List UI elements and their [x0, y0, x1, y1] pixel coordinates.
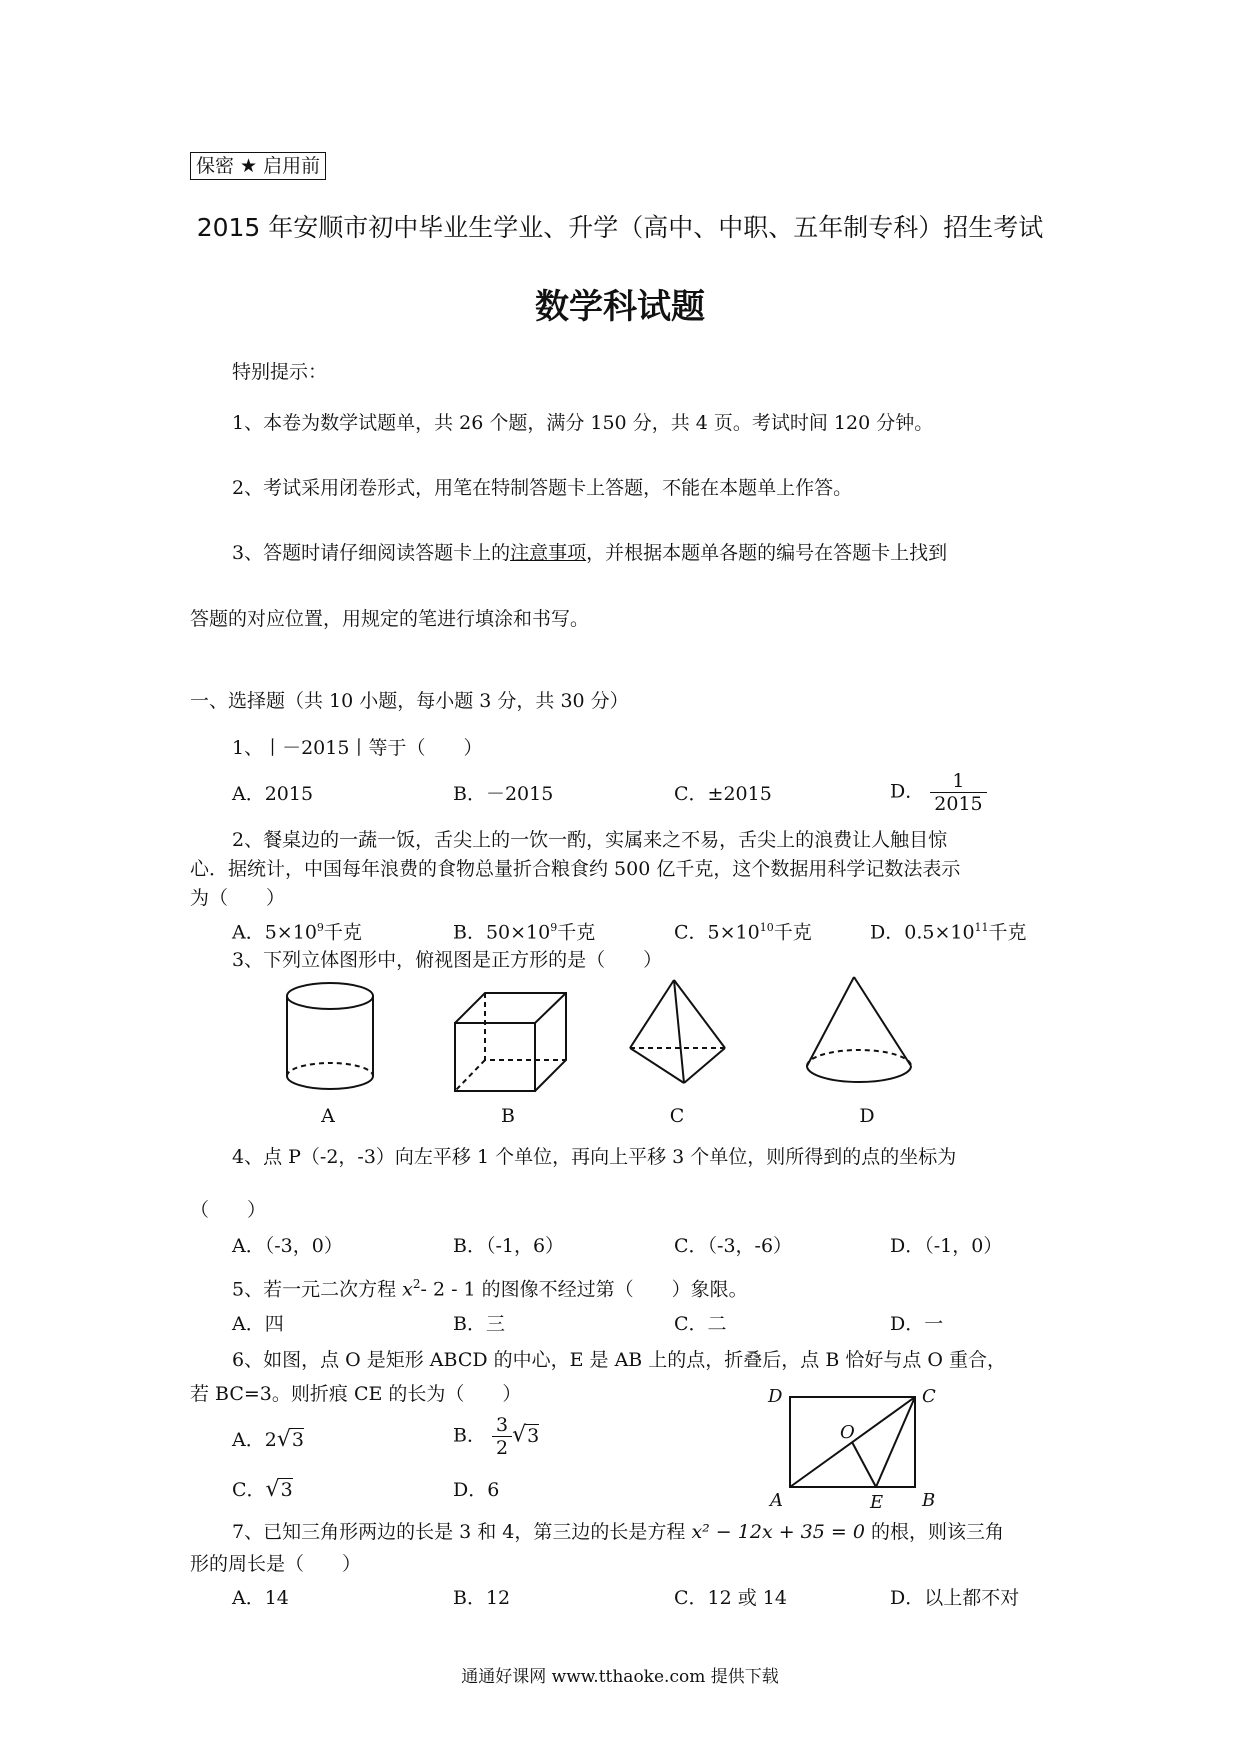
q7-equation: x² − 12x + 35 = 0 [691, 1521, 865, 1543]
q7-line-2: 形的周长是（ ） [190, 1553, 362, 1575]
q6-a-coef: A．2 [232, 1429, 277, 1451]
q6-label-d: D [768, 1386, 783, 1407]
q3-label-d: D [859, 1105, 875, 1127]
q1-fraction-den: 2015 [934, 793, 983, 815]
q3-solids-figure [270, 975, 950, 1135]
q5-var-x: x [402, 1278, 413, 1301]
notice-item-3-underlined: 注意事项 [510, 542, 587, 564]
q7-line-1 [232, 1520, 1004, 1544]
q2-c-exp: 10 [759, 921, 774, 934]
q1-fraction-num: 1 [930, 770, 986, 793]
cylinder-shape [287, 983, 373, 1089]
q1-option-a: A．2015 [232, 783, 314, 805]
q6-b-den: 2 [496, 1437, 509, 1459]
q6-c-radicand: 3 [280, 1479, 293, 1501]
q7-option-d: D．以上都不对 [890, 1587, 1020, 1609]
q2-b-unit: 千克 [557, 921, 596, 944]
notice-item-1: 1、本卷为数学试题单，共 26 个题，满分 150 分，共 4 页。考试时间 120 分钟。 [232, 412, 934, 434]
notice-item-3-text-b: ，并根据本题单各题的编号在答题卡上找到 [586, 542, 948, 564]
q1-fraction [930, 770, 986, 815]
q7-option-a: A．14 [232, 1587, 289, 1609]
download-footer: 通通好课网 www.tthaoke.com 提供下载 [461, 1667, 779, 1687]
q2-c-base: C．5×10 [674, 921, 760, 944]
q2-a-unit: 千克 [323, 921, 362, 944]
q5-exp: 2 [412, 1277, 421, 1291]
q6-label-c: C [922, 1386, 936, 1407]
q7-line-1-pre: 7、已知三角形两边的长是 3 和 4，第三边的长是方程 [232, 1521, 692, 1543]
q4-option-c: C．（-3，-6） [674, 1235, 793, 1257]
q1-option-d-prefix: D． [890, 780, 925, 803]
subject-title: 数学科试题 [535, 287, 705, 327]
notice-item-3 [232, 541, 947, 565]
q5-option-b: B．三 [453, 1313, 505, 1335]
q3-label-a: A [321, 1105, 335, 1127]
q5-option-a: A．四 [232, 1313, 284, 1335]
q2-d-base: D．0.5×10 [870, 921, 975, 944]
q6-rectangle-figure [760, 1378, 970, 1510]
q2-d-unit: 千克 [988, 921, 1027, 944]
q1-option-c: C．±2015 [674, 783, 772, 805]
q6-option-a: A．2√3 [232, 1427, 304, 1452]
cube-shape [455, 993, 566, 1091]
q6-option-d: D．6 [453, 1479, 500, 1501]
q6-option-b: B． $\frac{3}{2}$ √3 [453, 1414, 540, 1459]
notice-item-3-text-a: 3、答题时请仔细阅读答题卡上的 [232, 542, 511, 564]
q7-option-c: C．12 或 14 [674, 1587, 787, 1609]
exam-title: 2015 年安顺市初中毕业生学业、升学（高中、中职、五年制专科）招生考试 [196, 213, 1044, 242]
q4-line-2: （ ） [190, 1199, 267, 1221]
pyramid-shape [630, 980, 725, 1083]
q6-label-e: E [870, 1492, 884, 1510]
q7-option-b: B．12 [453, 1587, 511, 1609]
q6-option-c: C．√3 [232, 1477, 293, 1502]
q5-stem [232, 1272, 748, 1301]
confidential-stamp: 保密 ★ 启用前 [190, 152, 326, 180]
q3-label-b: B [501, 1105, 515, 1127]
q1-stem: 1、丨－2015丨等于（ ） [232, 737, 483, 759]
q7-line-1-post: 的根，则该三角 [864, 1521, 1004, 1543]
q2-option-a [232, 916, 362, 944]
q4-option-b: B．（-1，6） [453, 1235, 565, 1257]
q2-option-d [870, 916, 1027, 944]
q2-option-c [674, 916, 812, 944]
q4-line-1: 4、点 P（-2，-3）向左平移 1 个单位，再向上平移 3 个单位，则所得到的点的坐标为 [232, 1146, 957, 1168]
q2-b-base: B．50×10 [453, 921, 551, 944]
q6-b-fraction [492, 1414, 512, 1459]
q2-b-exp: 9 [550, 921, 558, 934]
q1-option-b: B．－2015 [453, 783, 554, 805]
q5-stem-post: - 2 - 1 的图像不经过第（ ）象限。 [420, 1278, 748, 1301]
q5-stem-pre: 5、若一元二次方程 [232, 1278, 403, 1301]
notice-item-2: 2、考试采用闭卷形式，用笔在特制答题卡上答题，不能在本题单上作答。 [232, 477, 853, 499]
q1-option-d [890, 770, 987, 815]
q2-a-base: A．5×10 [232, 921, 317, 944]
q6-label-o: O [840, 1422, 855, 1443]
q2-line-2: 心．据统计，中国每年浪费的食物总量折合粮食约 500 亿千克，这个数据用科学记数法表示 [190, 858, 961, 880]
q6-b-num: 3 [492, 1414, 512, 1437]
q3-stem: 3、下列立体图形中，俯视图是正方形的是（ ） [232, 949, 663, 971]
q6-b-prefix: B． [453, 1424, 486, 1447]
q6-label-b: B [922, 1490, 936, 1510]
q5-option-d: D．一 [890, 1313, 944, 1335]
q2-line-1: 2、餐桌边的一蔬一饭，舌尖上的一饮一酌，实属来之不易，舌尖上的浪费让人触目惊 [232, 829, 948, 851]
q6-b-radicand: 3 [527, 1424, 540, 1447]
q4-option-a: A．（-3，0） [232, 1235, 343, 1257]
q6-label-a: A [770, 1490, 783, 1510]
section-heading: 一、选择题（共 10 小题，每小题 3 分，共 30 分） [190, 690, 629, 712]
notice-heading: 特别提示： [232, 361, 328, 383]
q6-a-radicand: 3 [291, 1429, 304, 1451]
cone-shape [807, 977, 911, 1082]
q6-c-prefix: C． [232, 1479, 266, 1501]
q2-d-exp: 11 [974, 921, 989, 934]
q2-option-b [453, 916, 595, 944]
q3-label-c: C [669, 1105, 685, 1127]
q4-option-d: D．（-1，0） [890, 1235, 1003, 1257]
notice-item-3-cont: 答题的对应位置，用规定的笔进行填涂和书写。 [190, 608, 590, 630]
q2-line-3: 为（ ） [190, 887, 286, 909]
q2-c-unit: 千克 [773, 921, 812, 944]
q5-option-c: C．二 [674, 1313, 727, 1335]
q6-line-2: 若 BC=3。则折痕 CE 的长为（ ） [190, 1383, 522, 1405]
q6-line-1: 6、如图，点 O 是矩形 ABCD 的中心，E 是 AB 上的点，折叠后，点 B 恰好与点 O 重合， [232, 1349, 1007, 1371]
q2-a-exp: 9 [316, 921, 324, 934]
